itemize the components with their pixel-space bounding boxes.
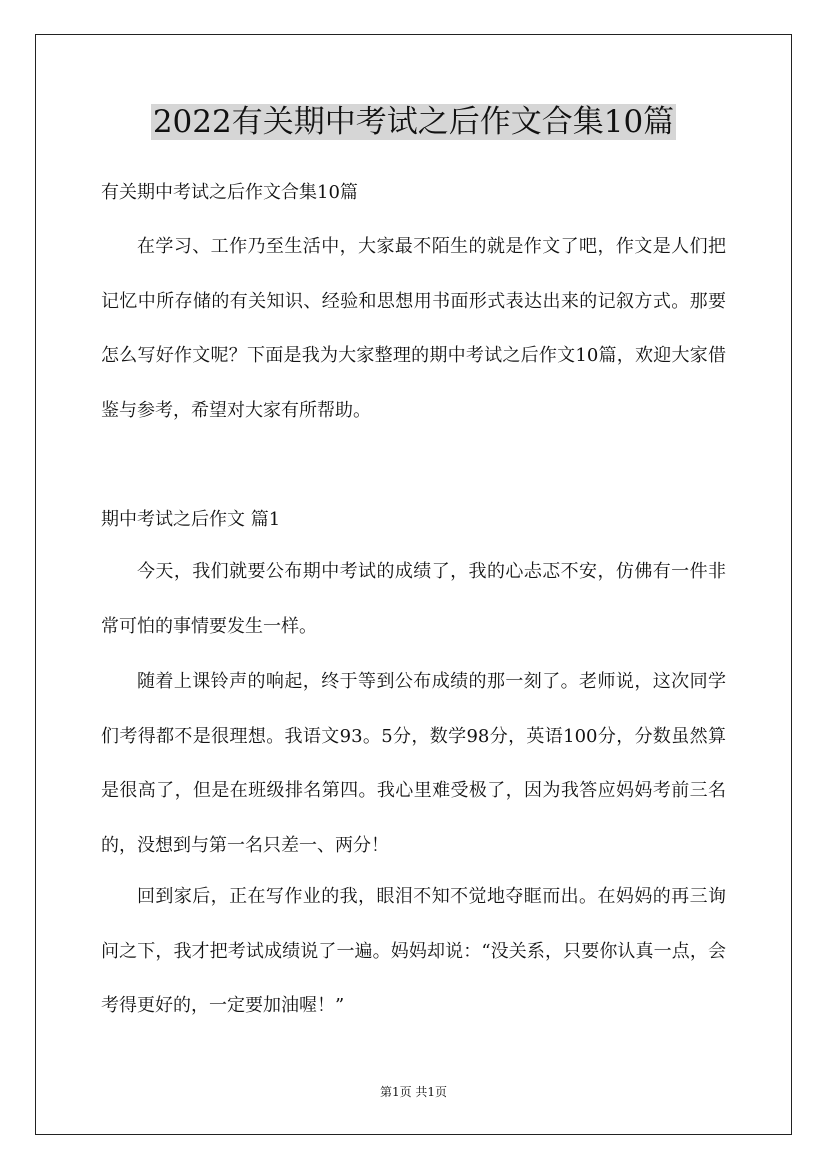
body-paragraph-2: 随着上课铃声的响起，终于等到公布成绩的那一刻了。老师说，这次同学们考得都不是很理想。我语文93。5分，数学98分，英语100分，分数虽然算是很高了，但是在班级排名第四。我心里难受极了，因为我答应妈妈考前三名的，没想到与第一名只差一、两分！: [101, 671, 726, 857]
body-paragraph-1: 今天，我们就要公布期中考试的成绩了，我的心忐忑不安，仿佛有一件非常可怕的事情要发生一样。: [101, 561, 726, 637]
intro-paragraph: 在学习、工作乃至生活中，大家最不陌生的就是作文了吧，作文是人们把记忆中所存储的有关知识、经验和思想用书面形式表达出来的记叙方式。那要怎么写好作文呢？下面是我为大家整理的期中考试之后作文10篇，欢迎大家借鉴与参考，希望对大家有所帮助。: [101, 236, 726, 422]
document-title: [0, 100, 827, 144]
document-subtitle: 有关期中考试之后作文合集10篇: [101, 182, 358, 203]
page-footer: 第1页 共1页: [379, 1085, 448, 1099]
document-title-text: 2022有关期中考试之后作文合集10篇: [152, 104, 675, 140]
body-paragraph-3: 回到家后，正在写作业的我，眼泪不知不觉地夺眶而出。在妈妈的再三询问之下，我才把考试成绩说了一遍。妈妈却说：“没关系，只要你认真一点，会考得更好的，一定要加油喔！”: [101, 886, 726, 1017]
section-heading: 期中考试之后作文 篇1: [101, 509, 281, 530]
